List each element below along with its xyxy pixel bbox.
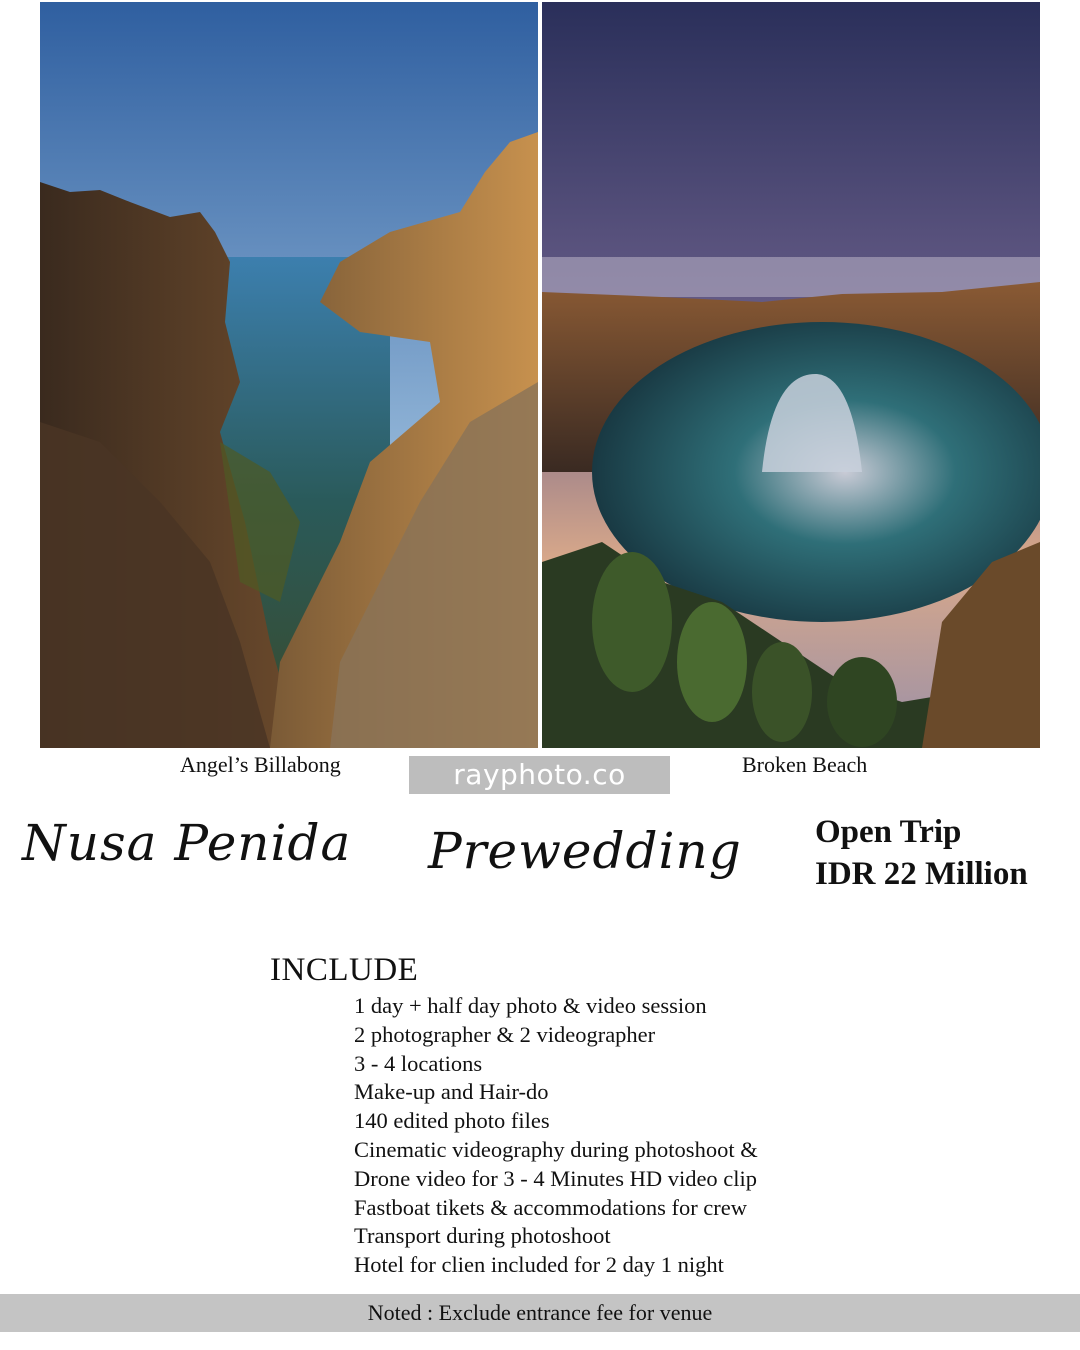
include-list [354, 992, 758, 1280]
caption-angels-billabong: Angel’s Billabong [180, 752, 341, 777]
price-amount: IDR 22 Million [815, 856, 1028, 892]
include-heading: INCLUDE [270, 952, 419, 988]
list-item: Fastboat tikets & accommodations for crew [354, 1194, 748, 1220]
list-item: Hotel for clien included for 2 day 1 night [354, 1252, 724, 1278]
price-trip-label: Open Trip [815, 814, 962, 850]
list-item: Drone video for 3 - 4 Minutes HD video clip [354, 1165, 758, 1191]
title-location: Nusa Penida [22, 814, 352, 872]
list-item: Transport during photoshoot [354, 1223, 611, 1249]
list-item: Cinematic videography during photoshoot & [354, 1136, 758, 1162]
list-item: 140 edited photo files [354, 1108, 550, 1134]
title-type: Prewedding [428, 822, 742, 880]
list-item: 2 photographer & 2 videographer [354, 1021, 656, 1047]
list-item: 1 day + half day photo & video session [354, 993, 707, 1018]
caption-broken-beach: Broken Beach [742, 752, 868, 777]
note-bar: Noted : Exclude entrance fee for venue [0, 1294, 1080, 1332]
watermark-logo: rayphoto.co [409, 756, 670, 794]
broken-beach-photo [542, 2, 1040, 748]
list-item: Make-up and Hair-do [354, 1079, 549, 1105]
angels-billabong-photo [40, 2, 538, 748]
list-item: 3 - 4 locations [354, 1050, 483, 1076]
